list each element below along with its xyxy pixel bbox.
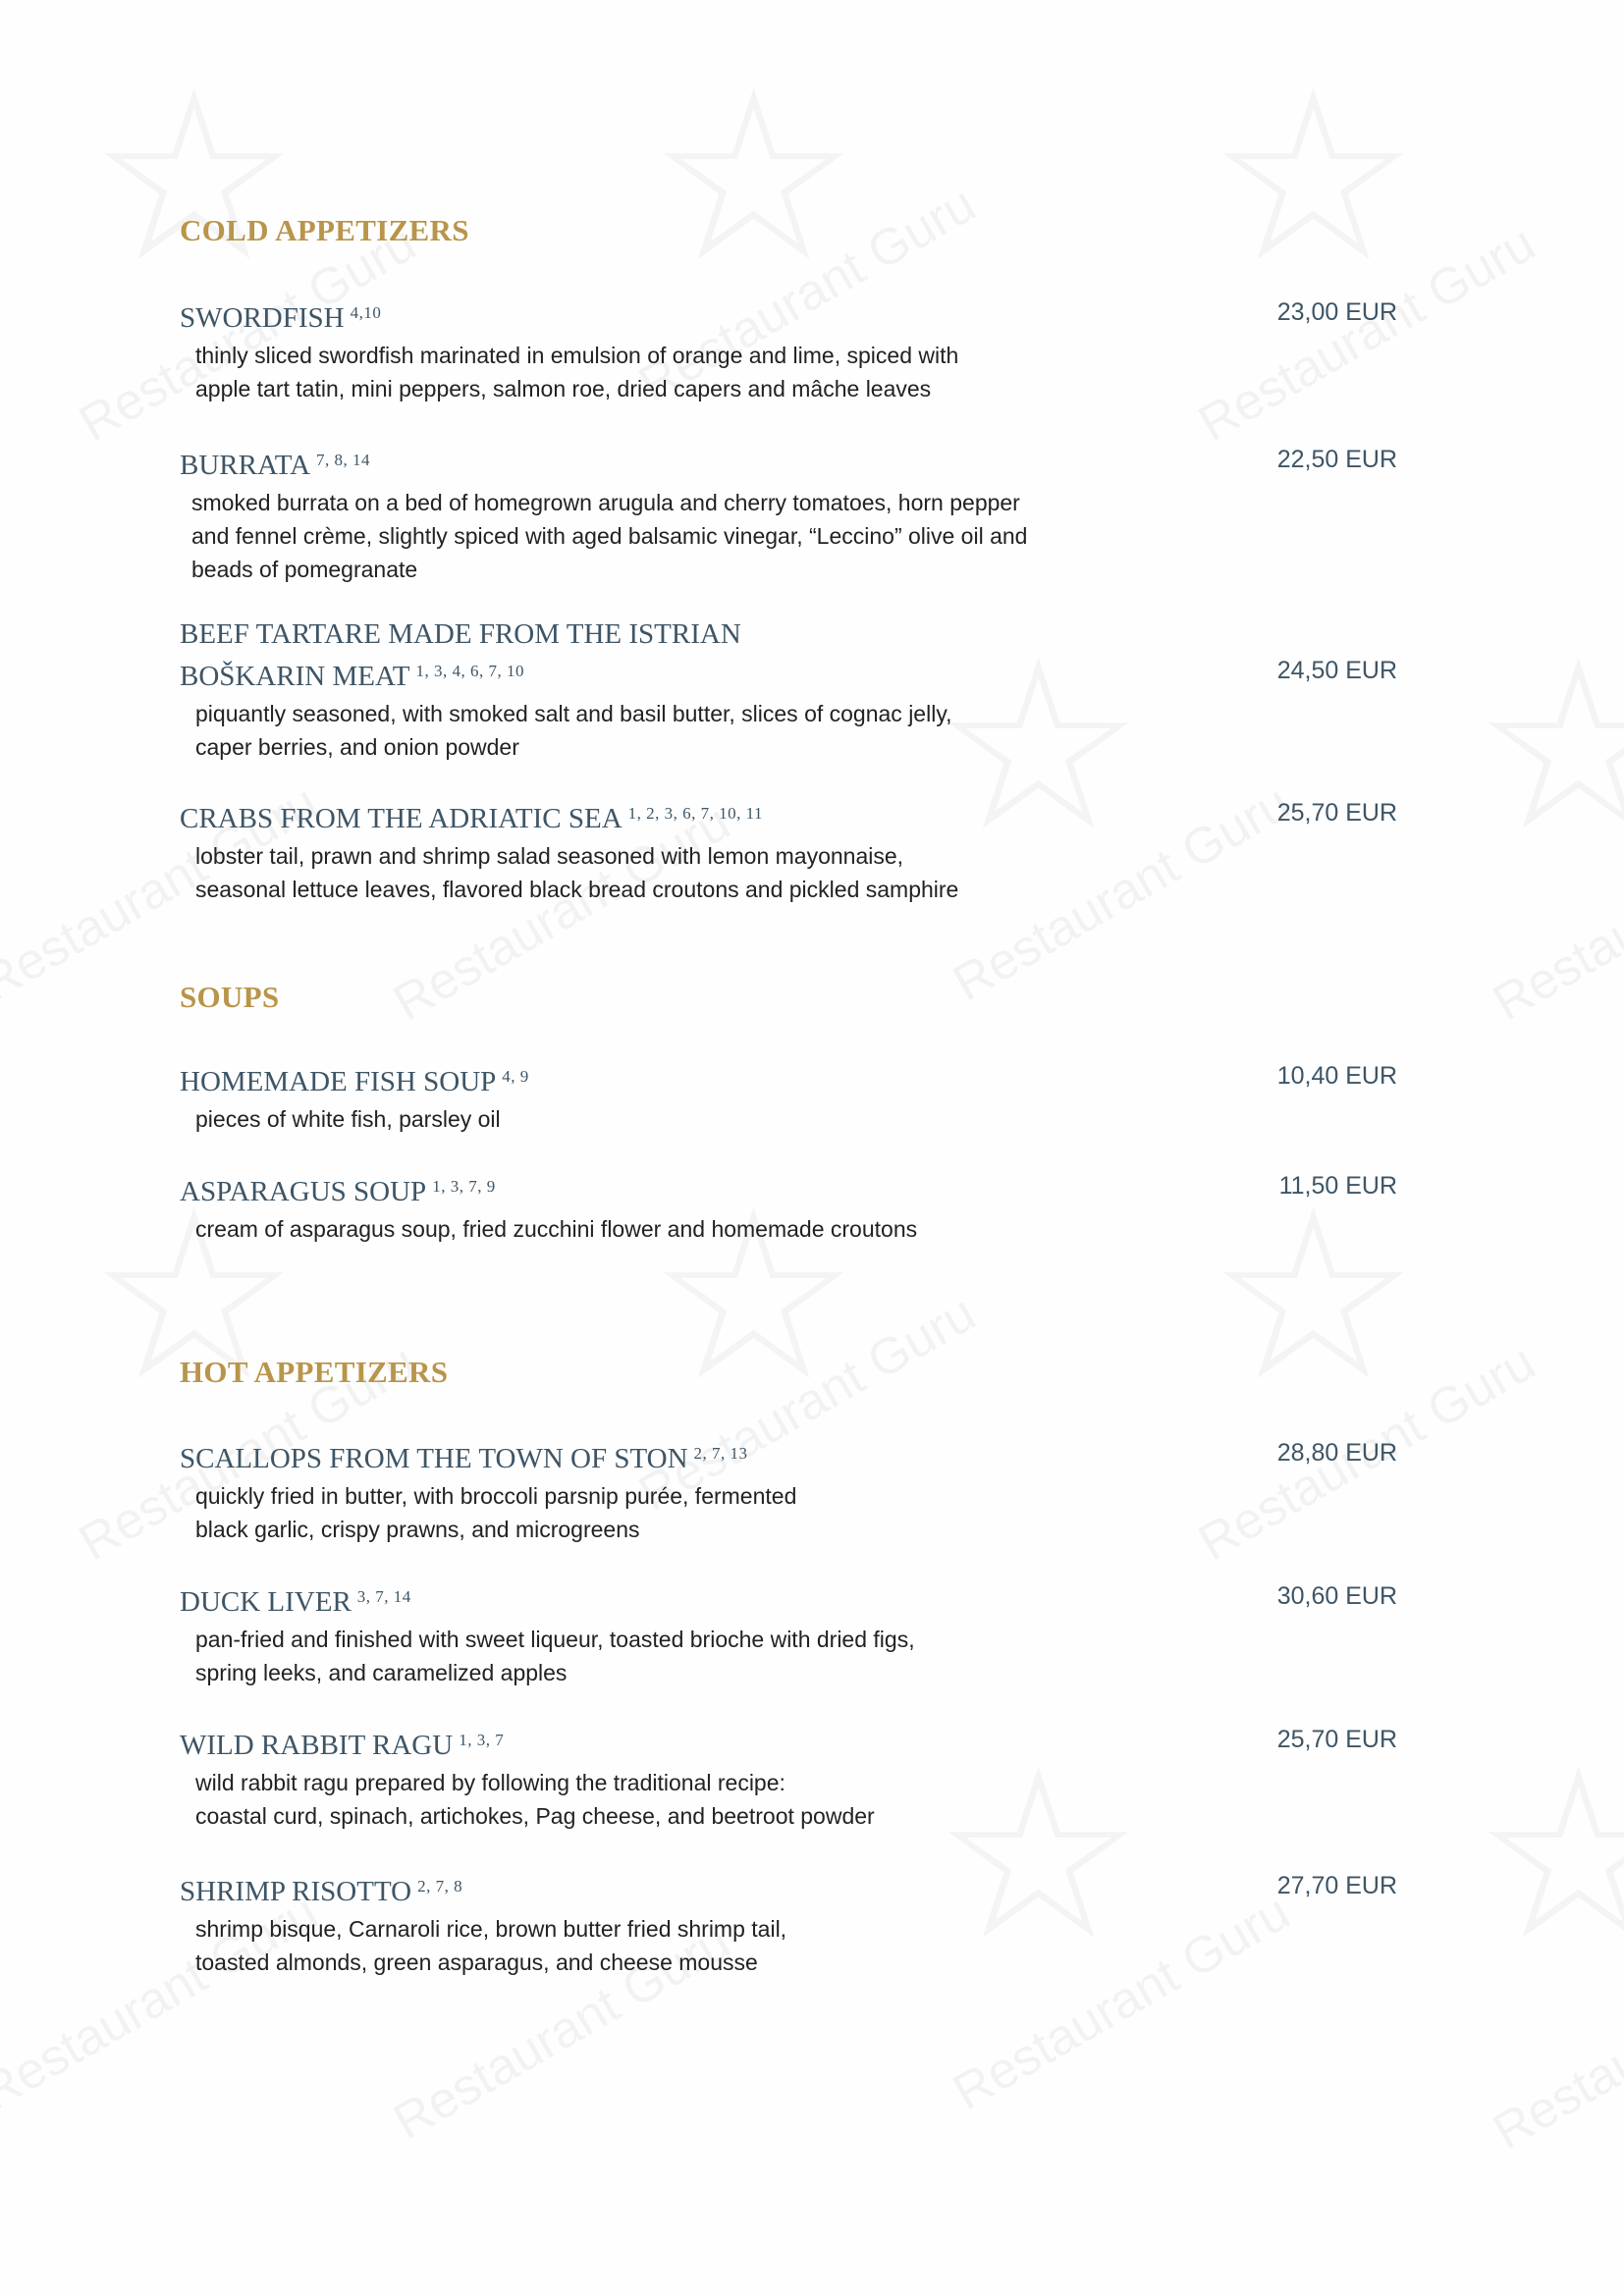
item-name-text: HOMEMADE FISH SOUP <box>180 1066 497 1097</box>
item-price: 11,50 EUR <box>1278 1172 1397 1200</box>
item-name-text: ASPARAGUS SOUP <box>180 1176 427 1207</box>
item-price: 23,00 EUR <box>1276 298 1397 326</box>
menu-item <box>180 1722 1397 1833</box>
section-heading: HOT APPETIZERS <box>180 1355 449 1389</box>
description-line: lobster tail, prawn and shrimp salad seasoned with lemon mayonnaise, <box>195 843 904 869</box>
item-price: 24,50 EUR <box>1276 657 1397 684</box>
menu-item <box>180 294 1397 405</box>
description-line: thinly sliced swordfish marinated in emulsion of orange and lime, spiced with <box>195 343 959 368</box>
item-name-text: WILD RABBIT RAGU <box>180 1730 454 1761</box>
watermark-star-icon <box>1208 39 1419 314</box>
item-name-text: CRABS FROM THE ADRIATIC SEA <box>180 803 623 834</box>
description-line: pieces of white fish, parsley oil <box>195 1106 501 1132</box>
item-name <box>180 616 808 695</box>
item-name-text: BEEF TARTARE MADE FROM THE ISTRIAN BOŠKARIN MEAT <box>180 618 741 692</box>
watermark-star-icon <box>648 39 859 314</box>
description-line: pan-fried and finished with sweet liqueur, toasted brioche with dried figs, <box>195 1627 915 1652</box>
allergen-codes: 7, 8, 14 <box>316 451 371 469</box>
item-name <box>180 294 1063 337</box>
watermark-star-icon <box>1473 609 1624 883</box>
item-name <box>180 442 1063 484</box>
item-name <box>180 1722 1063 1764</box>
item-name-text: DUCK LIVER <box>180 1586 352 1618</box>
item-description <box>195 839 1177 906</box>
allergen-codes: 1, 2, 3, 6, 7, 10, 11 <box>627 804 764 823</box>
description-line: and fennel crème, slightly spiced with aged balsamic vinegar, “Leccino” olive oil and <box>191 523 1028 549</box>
description-line: black garlic, crispy prawns, and microgreens <box>195 1517 640 1542</box>
item-name-text: BURRATA <box>180 450 311 481</box>
item-price: 30,60 EUR <box>1276 1582 1397 1610</box>
item-name-text: SCALLOPS FROM THE TOWN OF STON <box>180 1443 688 1474</box>
description-line: beads of pomegranate <box>191 557 418 582</box>
description-line: quickly fried in butter, with broccoli parsnip purée, fermented <box>195 1483 797 1509</box>
menu-item <box>180 1868 1397 1979</box>
description-line: smoked burrata on a bed of homegrown arugula and cherry tomatoes, horn pepper <box>191 490 1020 515</box>
allergen-codes: 2, 7, 13 <box>693 1444 748 1463</box>
section-heading: SOUPS <box>180 980 280 1014</box>
item-description <box>195 339 1177 405</box>
menu-item <box>180 1435 1397 1546</box>
menu-item <box>180 795 1397 906</box>
allergen-codes: 1, 3, 7 <box>459 1731 505 1749</box>
description-line: spring leeks, and caramelized apples <box>195 1660 568 1685</box>
item-price: 10,40 EUR <box>1276 1062 1397 1090</box>
watermark-star-icon <box>1473 1718 1624 1993</box>
description-line: wild rabbit ragu prepared by following the traditional recipe: <box>195 1770 785 1795</box>
watermark-star-icon <box>88 39 299 314</box>
item-name <box>180 1578 1063 1621</box>
allergen-codes: 2, 7, 8 <box>417 1877 463 1896</box>
menu-item <box>180 1578 1397 1689</box>
item-price: 27,70 EUR <box>1276 1872 1397 1899</box>
item-description <box>191 486 1173 586</box>
item-description <box>195 697 1177 764</box>
description-line: caper berries, and onion powder <box>195 734 519 760</box>
item-description <box>195 1212 1177 1246</box>
item-description <box>195 1912 1177 1979</box>
description-line: seasonal lettuce leaves, flavored black bread croutons and pickled samphire <box>195 877 959 902</box>
menu-item <box>180 1168 1397 1246</box>
item-name-text: SHRIMP RISOTTO <box>180 1876 412 1907</box>
item-price: 22,50 EUR <box>1276 446 1397 473</box>
menu-item <box>180 616 1397 764</box>
item-name <box>180 1168 1063 1210</box>
item-price: 25,70 EUR <box>1276 799 1397 827</box>
item-description <box>195 1479 1177 1546</box>
item-description <box>195 1102 1177 1136</box>
description-line: coastal curd, spinach, artichokes, Pag cheese, and beetroot powder <box>195 1803 875 1829</box>
item-description <box>195 1766 1177 1833</box>
item-name <box>180 795 1063 837</box>
watermark-text <box>1484 793 1624 1033</box>
item-name <box>180 1868 1063 1910</box>
description-line: shrimp bisque, Carnaroli rice, brown butter fried shrimp tail, <box>195 1916 787 1942</box>
allergen-codes: 4,10 <box>350 303 382 322</box>
allergen-codes: 1, 3, 4, 6, 7, 10 <box>415 662 524 680</box>
allergen-codes: 3, 7, 14 <box>356 1587 411 1606</box>
description-line: apple tart tatin, mini peppers, salmon roe, dried capers and mâche leaves <box>195 376 932 401</box>
description-line: toasted almonds, green asparagus, and cheese mousse <box>195 1949 758 1975</box>
description-line: piquantly seasoned, with smoked salt and basil butter, slices of cognac jelly, <box>195 701 952 726</box>
menu-item <box>180 442 1397 586</box>
item-name <box>180 1435 1063 1477</box>
section-heading: COLD APPETIZERS <box>180 213 469 247</box>
watermark-text <box>1484 1922 1624 2162</box>
description-line: cream of asparagus soup, fried zucchini flower and homemade croutons <box>195 1216 918 1242</box>
menu-item <box>180 1058 1397 1136</box>
allergen-codes: 4, 9 <box>502 1067 529 1086</box>
allergen-codes: 1, 3, 7, 9 <box>432 1177 496 1196</box>
item-name <box>180 1058 1063 1100</box>
item-name-text: SWORDFISH <box>180 302 345 334</box>
item-price: 28,80 EUR <box>1276 1439 1397 1467</box>
item-price: 25,70 EUR <box>1276 1726 1397 1753</box>
item-description <box>195 1623 1177 1689</box>
